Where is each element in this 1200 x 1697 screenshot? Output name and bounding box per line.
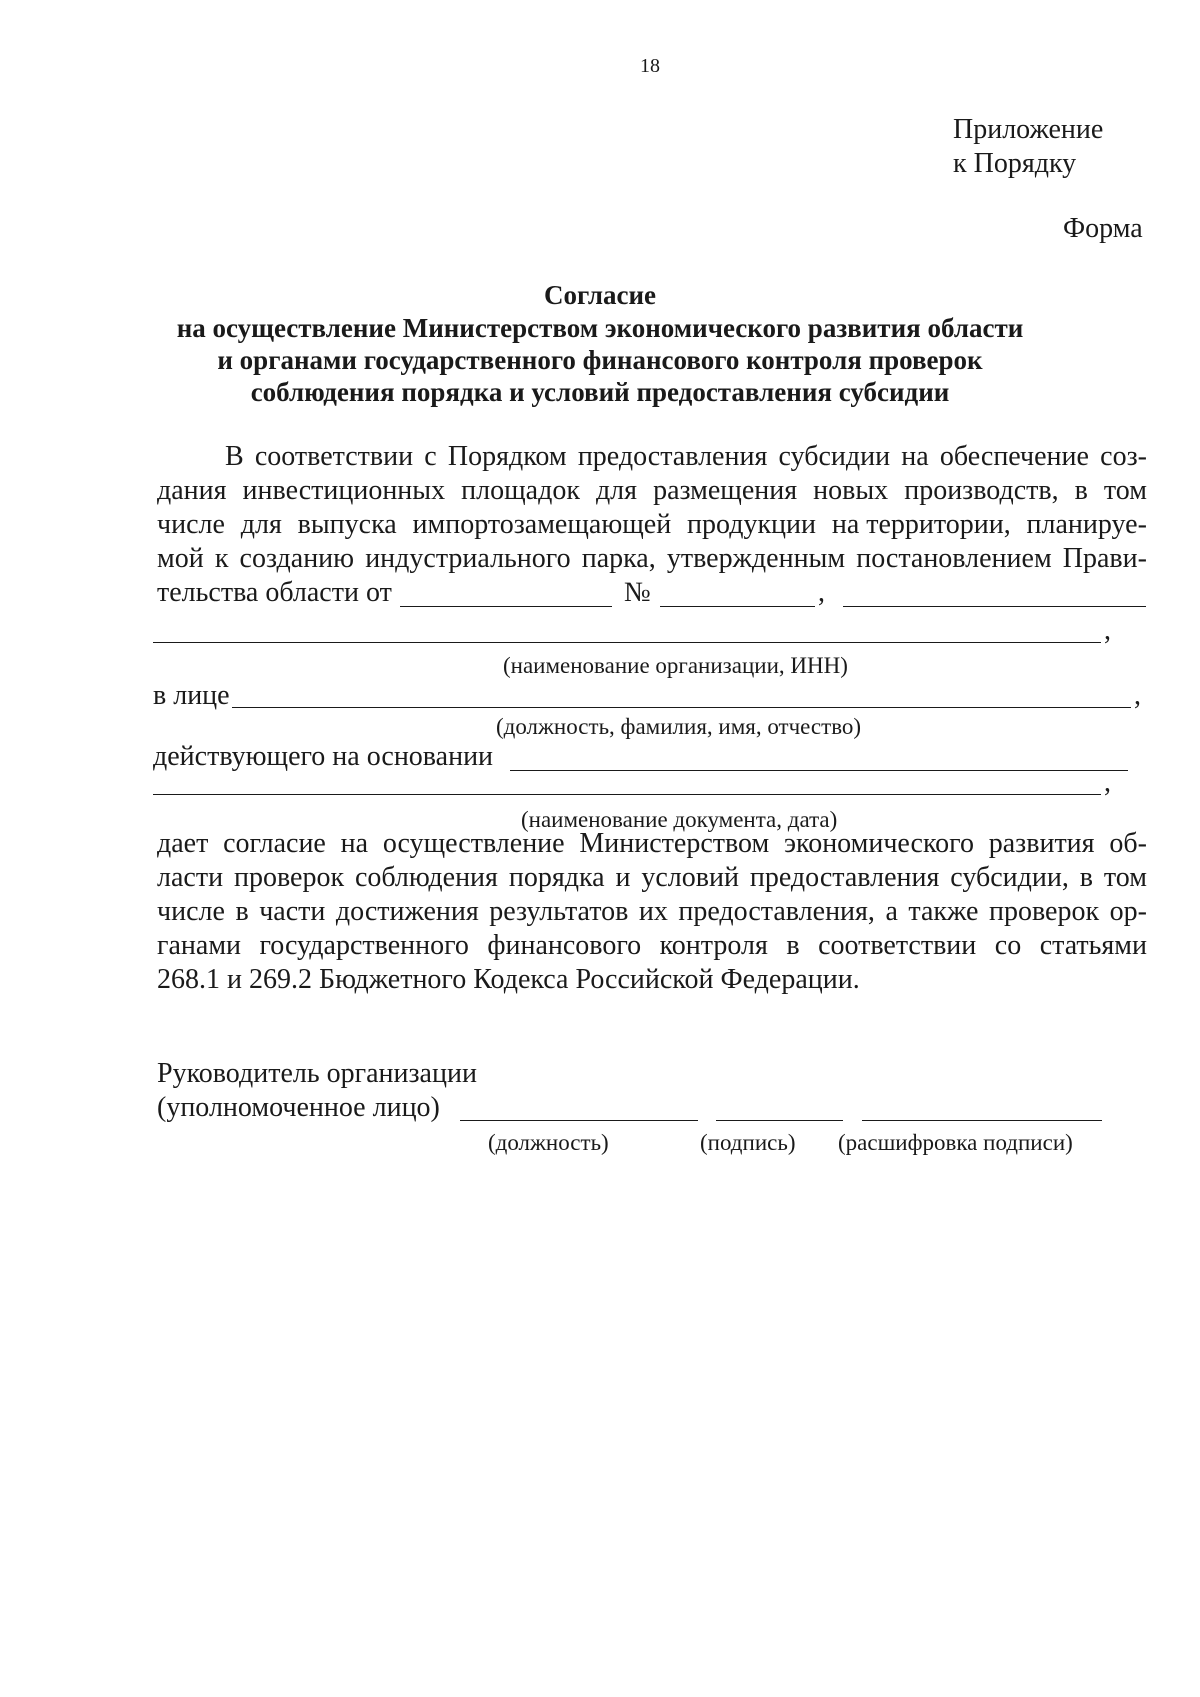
decryption-caption: (расшифровка подписи) xyxy=(838,1130,1073,1155)
word: для xyxy=(240,509,282,540)
word: также xyxy=(908,896,979,927)
word: числе xyxy=(157,509,225,540)
paragraph-1-line-1 xyxy=(225,443,1147,471)
word: результатов xyxy=(489,896,629,927)
word: утвержденным xyxy=(666,543,846,574)
word: ор- xyxy=(1109,896,1147,927)
word: размещения xyxy=(653,475,798,506)
resolution-number-blank[interactable] xyxy=(660,606,815,607)
representative-blank[interactable] xyxy=(232,707,1131,708)
word: соответствии xyxy=(254,441,414,472)
word: Порядком xyxy=(447,441,567,472)
word: соблюдения xyxy=(354,862,498,893)
word: осуществление xyxy=(382,828,565,859)
word: их xyxy=(638,896,668,927)
word: на xyxy=(901,441,929,472)
word: развития xyxy=(988,828,1095,859)
resolution-date-blank[interactable] xyxy=(400,606,612,607)
word: соответствии xyxy=(818,930,977,961)
signature-caption: (подпись) xyxy=(700,1130,796,1155)
word: об- xyxy=(1109,828,1147,859)
paragraph-1-line-3 xyxy=(157,511,1147,539)
paragraph-2-line-2 xyxy=(157,864,1147,892)
organization-caption: (наименование организации, ИНН) xyxy=(503,653,848,678)
title-line-3: и органами государственного финансового контроля проверок xyxy=(217,345,983,375)
word: к xyxy=(214,543,229,574)
word: дания xyxy=(157,475,227,506)
word: условий xyxy=(641,862,739,893)
word: числе xyxy=(157,896,225,927)
word: постановлением xyxy=(856,543,1052,574)
word: а xyxy=(885,896,898,927)
word: обеспечение xyxy=(939,441,1089,472)
word: субсидии, xyxy=(950,862,1069,893)
word: и xyxy=(615,862,631,893)
signature-blank[interactable] xyxy=(716,1120,843,1121)
word: площадок xyxy=(461,475,580,506)
paragraph-1-line-5-start: тельства области от xyxy=(157,577,392,608)
word: В xyxy=(225,441,244,472)
word: порядка xyxy=(508,862,605,893)
represented-by-label: в лице xyxy=(153,680,230,711)
word: новых xyxy=(813,475,889,506)
signature-decryption-blank[interactable] xyxy=(862,1120,1102,1121)
position-caption: (должность) xyxy=(488,1130,609,1155)
paragraph-1-line-4 xyxy=(157,545,1147,573)
title-line-1: Согласие xyxy=(543,280,657,310)
word: экономического xyxy=(784,828,974,859)
word: субсидии xyxy=(778,441,891,472)
paragraph-2-line-1 xyxy=(157,830,1147,858)
word: планируе- xyxy=(1026,509,1147,540)
representative-comma: , xyxy=(1134,680,1141,711)
paragraph-2-line-4 xyxy=(157,932,1147,960)
word: мой xyxy=(157,543,204,574)
paragraph-2-line-3 xyxy=(157,898,1147,926)
page-number: 18 xyxy=(640,55,660,77)
word: государственного xyxy=(259,930,469,961)
word: достижения xyxy=(335,896,479,927)
head-of-organization-label: Руководитель организации xyxy=(157,1058,477,1089)
word: инвестиционных xyxy=(242,475,446,506)
paragraph-2-line-5: 268.1 и 269.2 Бюджетного Кодекса Российской Федерации. xyxy=(157,964,860,995)
word: ласти xyxy=(157,862,224,893)
word: для xyxy=(595,475,638,506)
word: соз- xyxy=(1100,441,1147,472)
organization-blank-2[interactable] xyxy=(153,642,1101,643)
basis-document-caption: (наименование документа, дата) xyxy=(521,807,838,832)
organization-blank-1[interactable] xyxy=(843,606,1146,607)
authorized-person-label: (уполномоченное лицо) xyxy=(157,1092,440,1123)
word: предоставления, xyxy=(678,896,875,927)
form-label: Форма xyxy=(1063,213,1143,244)
word: том xyxy=(1103,475,1147,506)
word: в xyxy=(786,930,800,961)
word: с xyxy=(424,441,437,472)
word: статьями xyxy=(1039,930,1147,961)
word: созданию xyxy=(239,543,355,574)
word: дает xyxy=(157,828,209,859)
word: проверок xyxy=(233,862,345,893)
word: на территории, xyxy=(831,509,1011,540)
word: части xyxy=(259,896,326,927)
word: контроля xyxy=(659,930,768,961)
word: предоставления xyxy=(577,441,768,472)
annex-line-1: Приложение xyxy=(953,114,1104,145)
word: ганами xyxy=(157,930,242,961)
position-blank[interactable] xyxy=(460,1120,698,1121)
word: предоставления xyxy=(749,862,940,893)
acting-basis-label: действующего на основании xyxy=(153,741,494,772)
word: том xyxy=(1103,862,1147,893)
basis-document-blank-1[interactable] xyxy=(510,770,1128,771)
paragraph-1-line-2 xyxy=(157,477,1147,505)
word: финансового xyxy=(487,930,642,961)
word: Прави- xyxy=(1062,543,1147,574)
organization-comma: , xyxy=(1104,615,1111,646)
basis-document-blank-2[interactable] xyxy=(153,794,1101,795)
word: согласие xyxy=(223,828,326,859)
word: на xyxy=(340,828,369,859)
word: индустриального xyxy=(365,543,571,574)
word: производств, xyxy=(904,475,1059,506)
word: в xyxy=(235,896,249,927)
word: в xyxy=(1079,862,1093,893)
word: Министерством xyxy=(579,828,770,859)
word: в xyxy=(1074,475,1088,506)
title-line-4: соблюдения порядка и условий предоставления субсидии xyxy=(250,377,950,407)
basis-document-comma: , xyxy=(1104,767,1111,798)
word: выпуска xyxy=(297,509,397,540)
word: со xyxy=(994,930,1022,961)
number-sign: № xyxy=(624,577,651,608)
annex-line-2: к Порядку xyxy=(953,148,1077,179)
representative-caption: (должность, фамилия, имя, отчество) xyxy=(496,714,862,739)
word: продукции xyxy=(687,509,817,540)
title-line-2: на осуществление Министерством экономического развития области xyxy=(176,313,1024,343)
word: парка, xyxy=(581,543,656,574)
word: импортозамещающей xyxy=(412,509,672,540)
word: проверок xyxy=(988,896,1100,927)
comma-after-number: , xyxy=(818,577,825,608)
